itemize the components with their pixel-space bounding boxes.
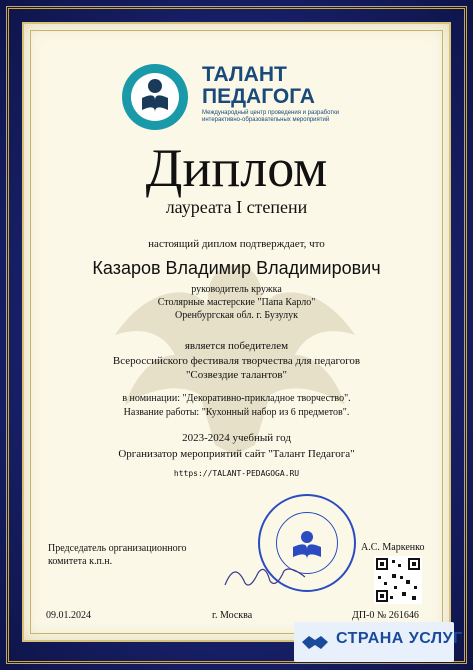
recipient-name: Казаров Владимир Владимирович (92, 258, 381, 278)
diploma-degree: лауреата I степени (165, 197, 308, 217)
recipient-role: руководитель кружка (191, 284, 282, 295)
signature-mark (220, 555, 310, 595)
document-number: ДП-0 № 261646 (352, 610, 419, 621)
talant-pedagoga-logo (122, 60, 372, 132)
recipient-organization: Столярные мастерские "Папа Карло" (157, 297, 316, 308)
winner-text: является победителем (184, 340, 289, 352)
signer-name: А.С. Маркенко (361, 542, 425, 553)
site-url[interactable]: https://TALANT-PEDAGOGA.RU (173, 469, 300, 478)
logo-subtitle: Международный центр проведения и разработки интерактивно-образовательных мероприятий (202, 110, 340, 123)
qr-code (374, 556, 422, 604)
work-title-text: Название работы: "Кухонный набор из 6 предметов". (123, 407, 350, 418)
chair-line2: комитета к.п.н. (48, 556, 113, 567)
diploma-title: Диплом (145, 138, 328, 198)
handshake-icon (300, 628, 330, 656)
chair-block (48, 542, 187, 568)
logo-title-line2: ПЕДАГОГА (202, 85, 315, 108)
chair-line1: Председатель организационного (48, 543, 187, 554)
logo-title-line1: ТАЛАНТ (202, 63, 287, 86)
badge-text: СТРАНА УСЛУГ (336, 630, 463, 647)
school-year: 2023-2024 учебный год (182, 432, 291, 444)
confirms-text: настоящий диплом подтверждает, что (148, 238, 325, 250)
issue-city: г. Москва (212, 610, 253, 621)
issue-date: 09.01.2024 (46, 610, 91, 621)
logo-title (202, 64, 315, 108)
recipient-location: Оренбургская обл. г. Бузулук (175, 310, 298, 321)
organizer-text: Организатор мероприятий сайт "Талант Педагога" (118, 448, 355, 460)
teacher-reading-book-icon (122, 64, 188, 130)
festival-line2: "Созвездие талантов" (185, 369, 288, 381)
festival-line1: Всероссийского фестиваля творчества для педагогов (112, 355, 361, 367)
nomination-text: в номинации: "Декоративно-прикладное творчество". (122, 393, 351, 404)
